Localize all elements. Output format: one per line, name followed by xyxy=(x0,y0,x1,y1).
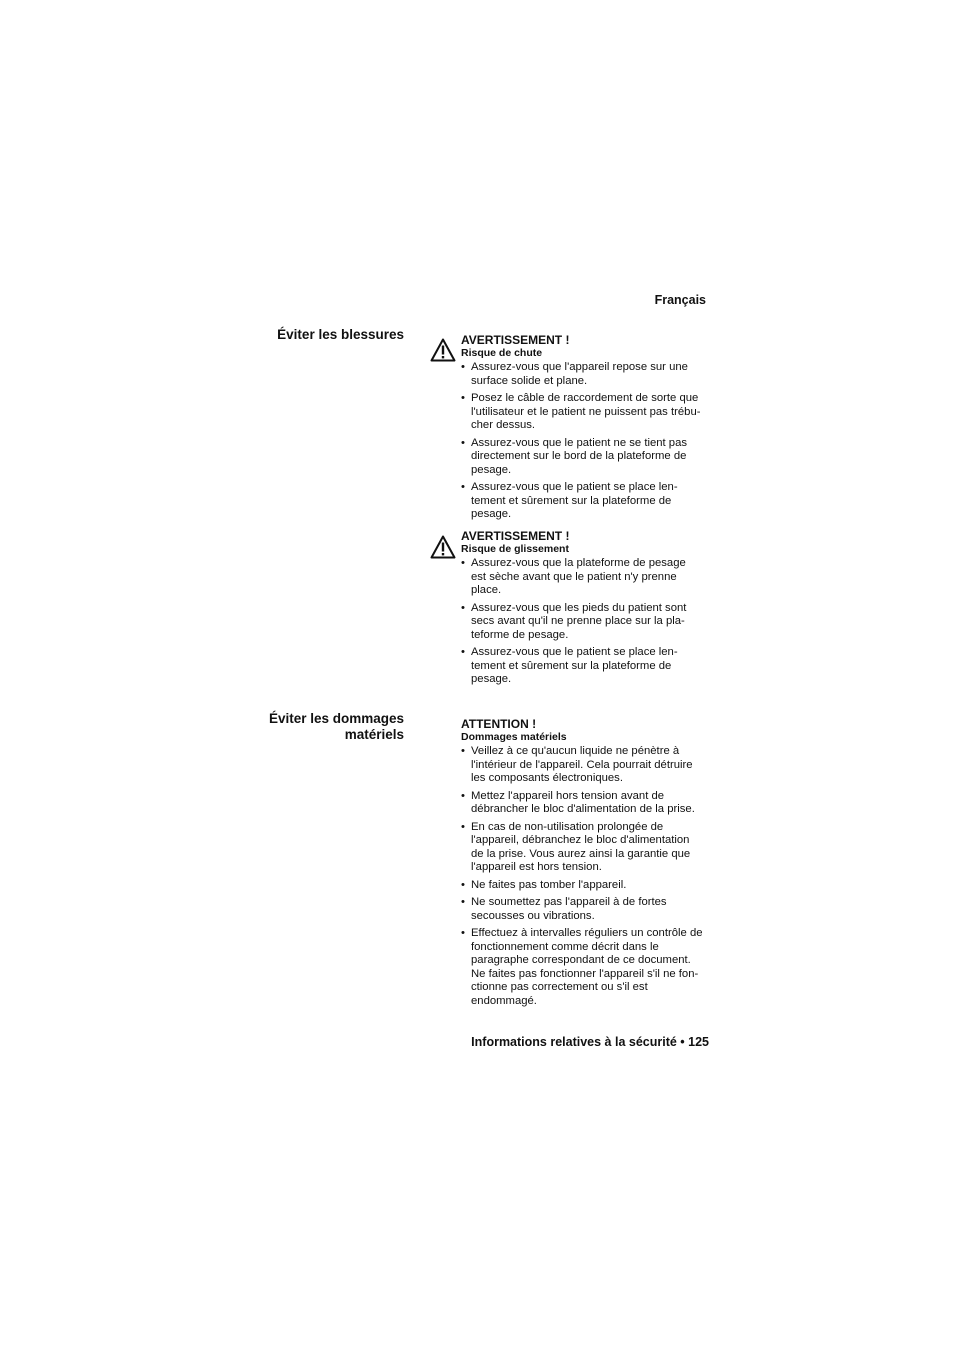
section-heading-damage xyxy=(204,711,404,743)
section-heading-line: Éviter les dommages xyxy=(268,711,404,726)
caution-block-damage xyxy=(461,717,713,1012)
list-item: • Posez le câble de raccordement de sorte que l'utilisateur et le patient ne puissent pas trébu- cher dessus. xyxy=(461,392,713,433)
warning-list xyxy=(461,361,713,522)
list-item: • Assurez-vous que l'appareil repose sur une surface solide et plane. xyxy=(461,361,713,388)
caution-list xyxy=(461,745,713,1008)
list-item: • Ne soumettez pas l'appareil à de fortes secousses ou vibrations. xyxy=(461,896,713,923)
warning-list xyxy=(461,557,713,687)
list-item: • Assurez-vous que les pieds du patient sont secs avant qu'il ne prenne place sur la pla- teforme de pesage. xyxy=(461,602,713,643)
section-heading-line: matériels xyxy=(344,727,404,742)
page-footer: Informations relatives à la sécurité • 125 xyxy=(471,1035,709,1049)
warning-subtitle: Risque de glissement xyxy=(461,543,569,555)
list-item: • Mettez l'appareil hors tension avant de débrancher le bloc d'alimentation de la prise. xyxy=(461,790,713,817)
list-item: • Veillez à ce qu'aucun liquide ne pénètre à l'intérieur de l'appareil. Cela pourrait détruire les composants électroniques. xyxy=(461,745,713,786)
warning-subtitle: Risque de chute xyxy=(461,347,543,359)
warning-triangle-icon xyxy=(430,535,456,559)
section-heading-injuries: Éviter les blessures xyxy=(277,327,404,342)
caution-subtitle: Dommages matériels xyxy=(461,731,567,743)
list-item: • Assurez-vous que le patient se place len- tement et sûrement sur la plateforme de pesage. xyxy=(461,481,713,522)
list-item: • Assurez-vous que le patient ne se tient pas directement sur le bord de la plateforme de pesage. xyxy=(461,437,713,478)
list-item: • Effectuez à intervalles réguliers un contrôle de fonctionnement comme décrit dans le paragraphe correspondant de ce document. Ne faites pas fonctionner l'appareil s'il ne fon- ctionne pas correctement ou s'il est endommagé. xyxy=(461,927,713,1008)
list-item: • Assurez-vous que le patient se place len- tement et sûrement sur la plateforme de pesage. xyxy=(461,646,713,687)
warning-block-slip xyxy=(461,529,713,691)
language-label: Français xyxy=(654,293,706,307)
warning-block-fall xyxy=(461,333,713,526)
list-item: • Ne faites pas tomber l'appareil. xyxy=(461,879,713,893)
list-item: • Assurez-vous que la plateforme de pesage est sèche avant que le patient n'y prenne place. xyxy=(461,557,713,598)
warning-label: AVERTISSEMENT ! xyxy=(461,529,570,543)
list-item: • En cas de non-utilisation prolongée de l'appareil, débranchez le bloc d'alimentation de la prise. Vous aurez ainsi la garantie que l'appareil est hors tension. xyxy=(461,821,713,875)
caution-label: ATTENTION ! xyxy=(461,717,537,731)
warning-triangle-icon xyxy=(430,338,456,362)
warning-label: AVERTISSEMENT ! xyxy=(461,333,570,347)
